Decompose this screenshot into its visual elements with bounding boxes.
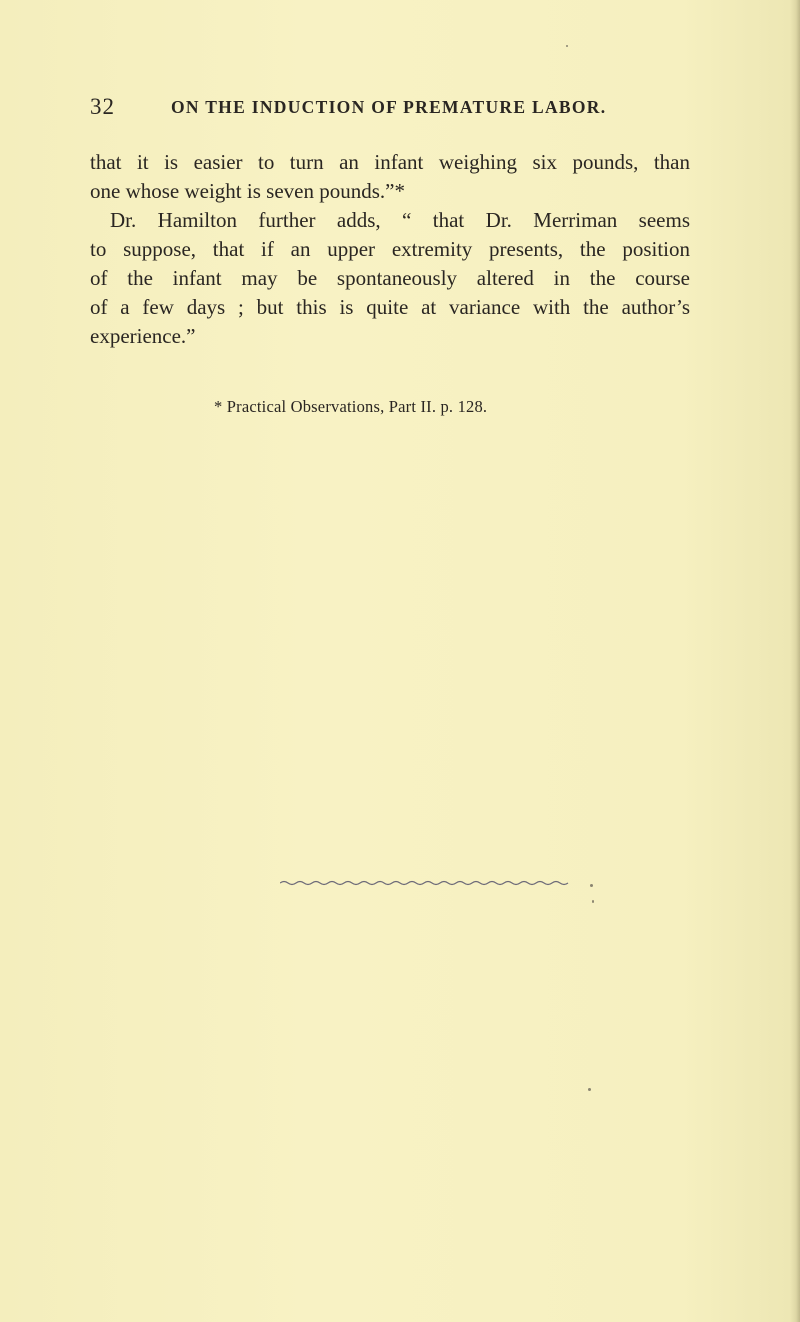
page-edge-shadow <box>790 0 800 1322</box>
text-line: to suppose, that if an upper extremity presents, the position <box>90 237 690 261</box>
running-title: ON THE INDUCTION OF PREMATURE LABOR. <box>171 97 607 117</box>
text-line: one whose weight is seven pounds.”* <box>90 179 405 203</box>
body-text <box>90 148 690 351</box>
text-line: of a few days ; but this is quite at variance with the author’s <box>90 295 690 319</box>
text-line: Dr. Hamilton further adds, “ that Dr. Merriman seems <box>110 208 690 232</box>
paper-speck <box>566 45 568 47</box>
page-number: 32 <box>90 94 115 119</box>
footnote: * Practical Observations, Part II. p. 128. <box>214 397 488 416</box>
text-line: that it is easier to turn an infant weighing six pounds, than <box>90 150 690 174</box>
text-line: of the infant may be spontaneously altered in the course <box>90 266 690 290</box>
text-line: experience.” <box>90 324 196 348</box>
running-head <box>90 94 690 120</box>
paper-speck <box>590 884 593 887</box>
paper-speck <box>592 900 594 903</box>
decorative-wavy-rule <box>280 878 570 888</box>
paper-speck <box>588 1088 591 1091</box>
